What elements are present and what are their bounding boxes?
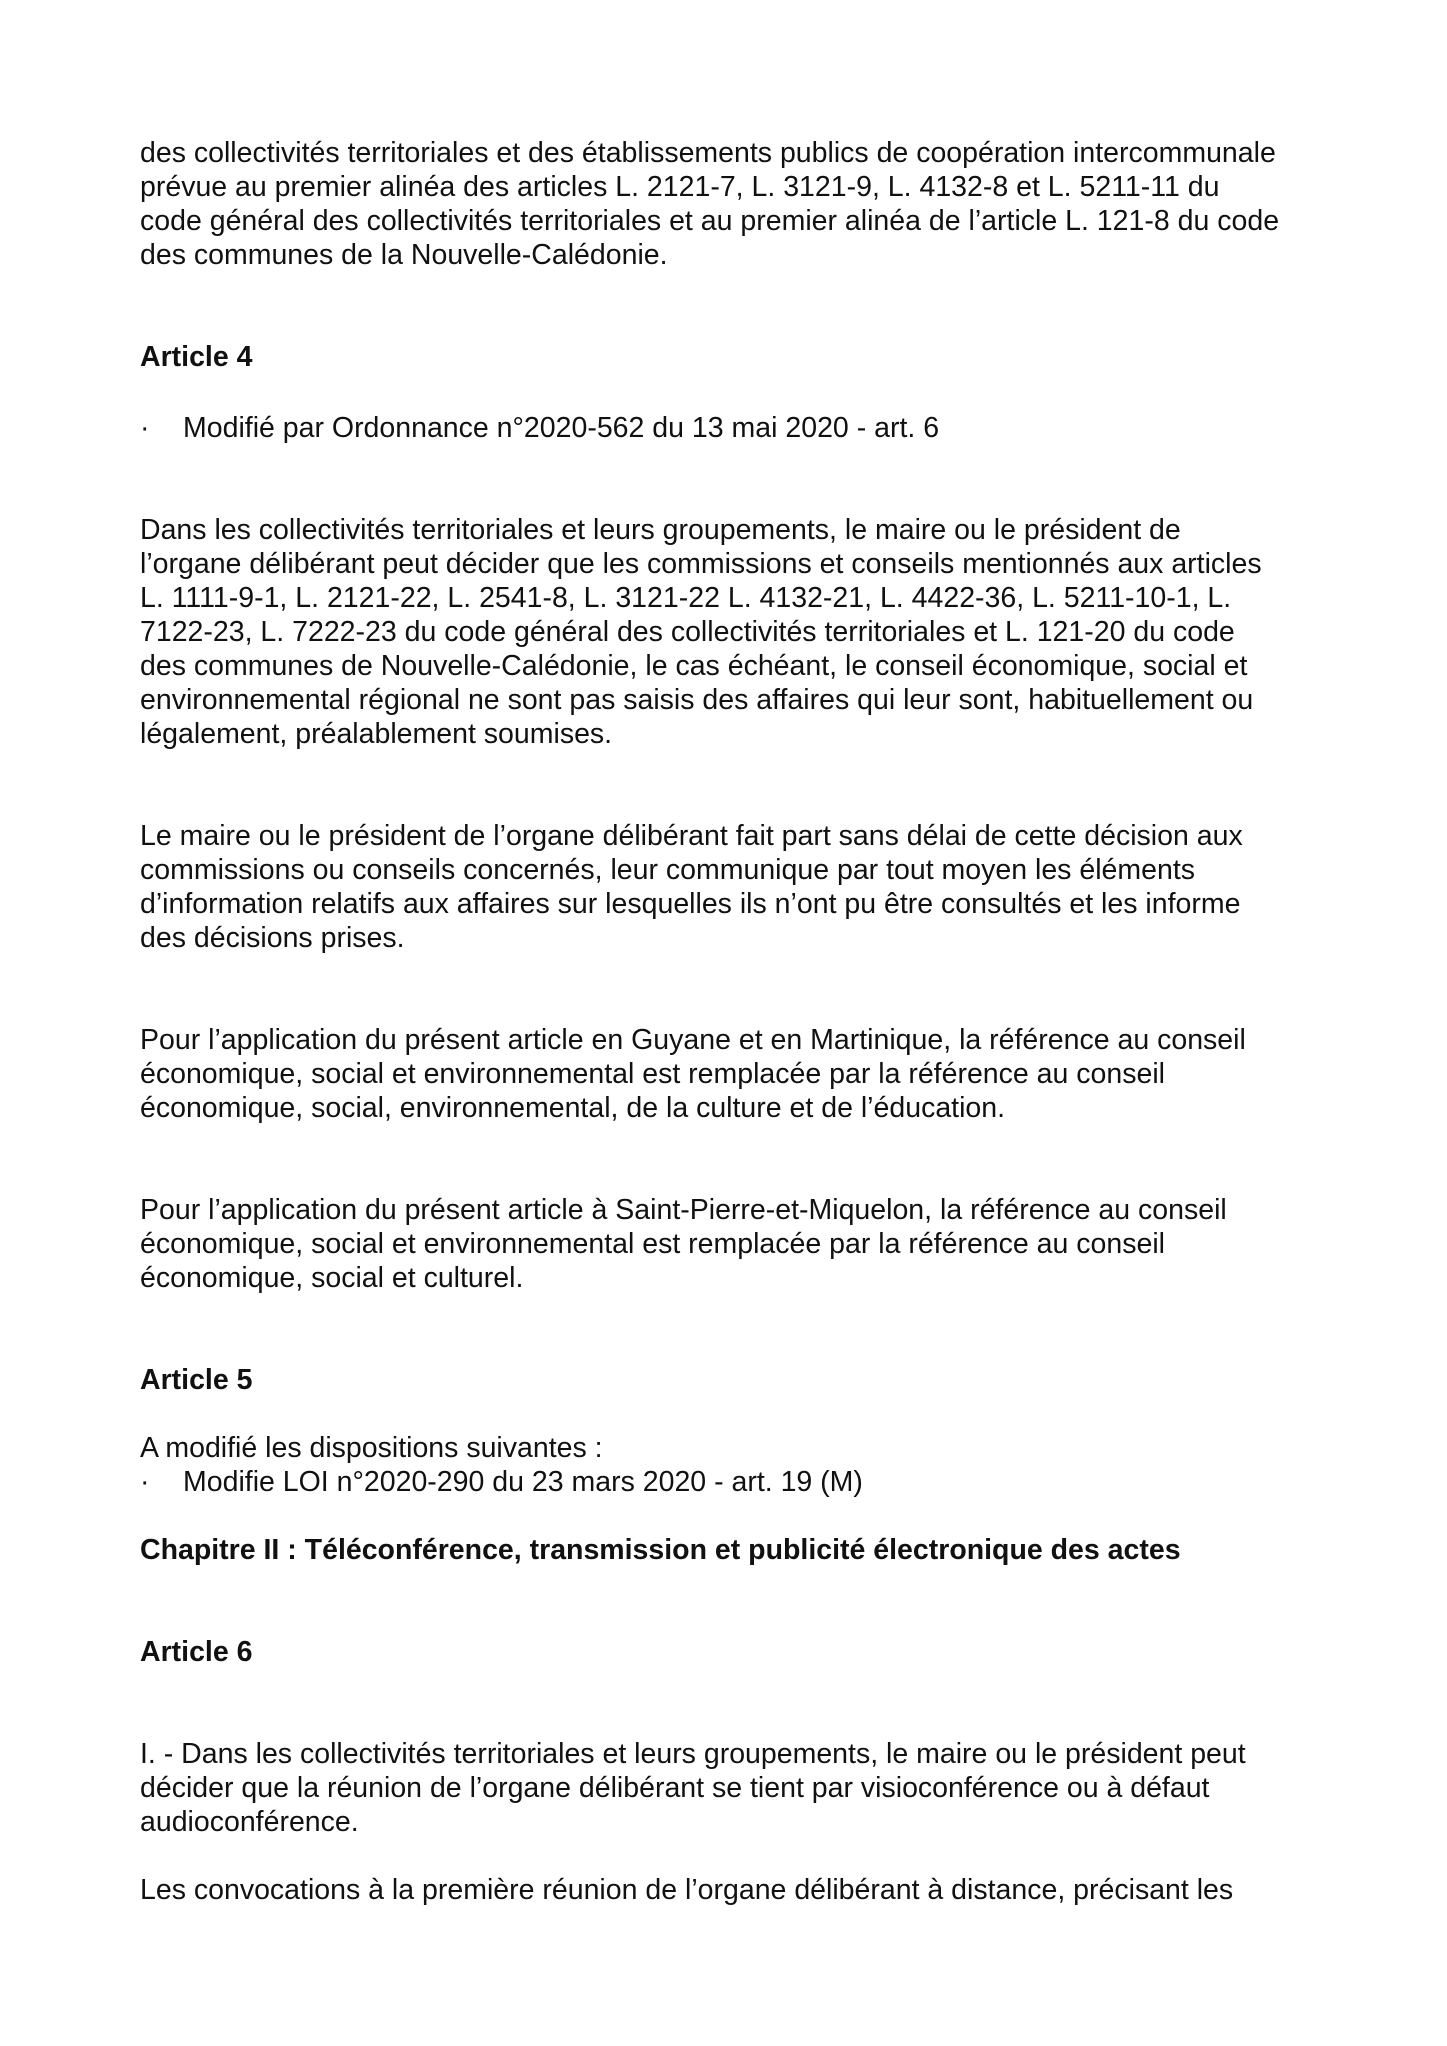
text-line: légalement, préalablement soumises. xyxy=(140,718,613,750)
text-line: code général des collectivités territoriales et au premier alinéa de l’article L. 121-8 du code xyxy=(140,205,1280,237)
article-6-heading: Article 6 xyxy=(140,1636,253,1668)
text-line: I. - Dans les collectivités territoriales et leurs groupements, le maire ou le président peut xyxy=(140,1738,1246,1770)
text-line: 7122-23, L. 7222-23 du code général des collectivités territoriales et L. 121-20 du code xyxy=(140,616,1235,648)
text-line: Pour l’application du présent article à Saint-Pierre-et-Miquelon, la référence au conseil xyxy=(140,1194,1227,1226)
text-line: des communes de Nouvelle-Calédonie, le cas échéant, le conseil économique, social et xyxy=(140,650,1248,682)
text-line: l’organe délibérant peut décider que les commissions et conseils mentionnés aux articles xyxy=(140,548,1262,580)
text-line: Dans les collectivités territoriales et leurs groupements, le maire ou le président de xyxy=(140,514,1181,546)
text-line: économique, social et culturel. xyxy=(140,1262,524,1294)
text-line: économique, social et environnemental est remplacée par la référence au conseil xyxy=(140,1228,1165,1260)
text-line: environnemental régional ne sont pas saisis des affaires qui leur sont, habituellement ou xyxy=(140,684,1254,716)
text-line: des décisions prises. xyxy=(140,922,405,954)
article-5-heading: Article 5 xyxy=(140,1364,253,1396)
text-line: des communes de la Nouvelle-Calédonie. xyxy=(140,239,668,271)
text-line: des collectivités territoriales et des établissements publics de coopération intercommunale xyxy=(140,137,1276,169)
bullet-marker: · xyxy=(140,412,150,444)
amendment-text: Modifie LOI n°2020-290 du 23 mars 2020 - art. 19 (M) xyxy=(183,1466,863,1498)
article-4-heading: Article 4 xyxy=(140,341,253,373)
text-line: décider que la réunion de l’organe délibérant se tient par visioconférence ou à défaut xyxy=(140,1772,1210,1804)
text-line: économique, social, environnemental, de la culture et de l’éducation. xyxy=(140,1092,1006,1124)
bullet-marker: · xyxy=(140,1466,150,1498)
text-line: d’information relatifs aux affaires sur lesquelles ils n’ont pu être consultés et les informe xyxy=(140,888,1241,920)
text-line: Le maire ou le président de l’organe délibérant fait part sans délai de cette décision aux xyxy=(140,820,1243,852)
text-line: audioconférence. xyxy=(140,1806,359,1838)
amendment-text: Modifié par Ordonnance n°2020-562 du 13 mai 2020 - art. 6 xyxy=(183,412,940,444)
text-line: commissions ou conseils concernés, leur communique par tout moyen les éléments xyxy=(140,854,1195,886)
text-line: Les convocations à la première réunion de l’organe délibérant à distance, précisant les xyxy=(140,1874,1234,1906)
text-line: Pour l’application du présent article en Guyane et en Martinique, la référence au conseil xyxy=(140,1024,1246,1056)
article-5-intro: A modifié les dispositions suivantes : xyxy=(140,1432,603,1464)
text-line: économique, social et environnemental est remplacée par la référence au conseil xyxy=(140,1058,1165,1090)
text-line: L. 1111-9-1, L. 2121-22, L. 2541-8, L. 3121-22 L. 4132-21, L. 4422-36, L. 5211-10-1, L. xyxy=(140,582,1232,614)
chapter-2-heading: Chapitre II : Téléconférence, transmission et publicité électronique des actes xyxy=(140,1534,1181,1566)
text-line: prévue au premier alinéa des articles L. 2121-7, L. 3121-9, L. 4132-8 et L. 5211-11 du xyxy=(140,171,1220,203)
